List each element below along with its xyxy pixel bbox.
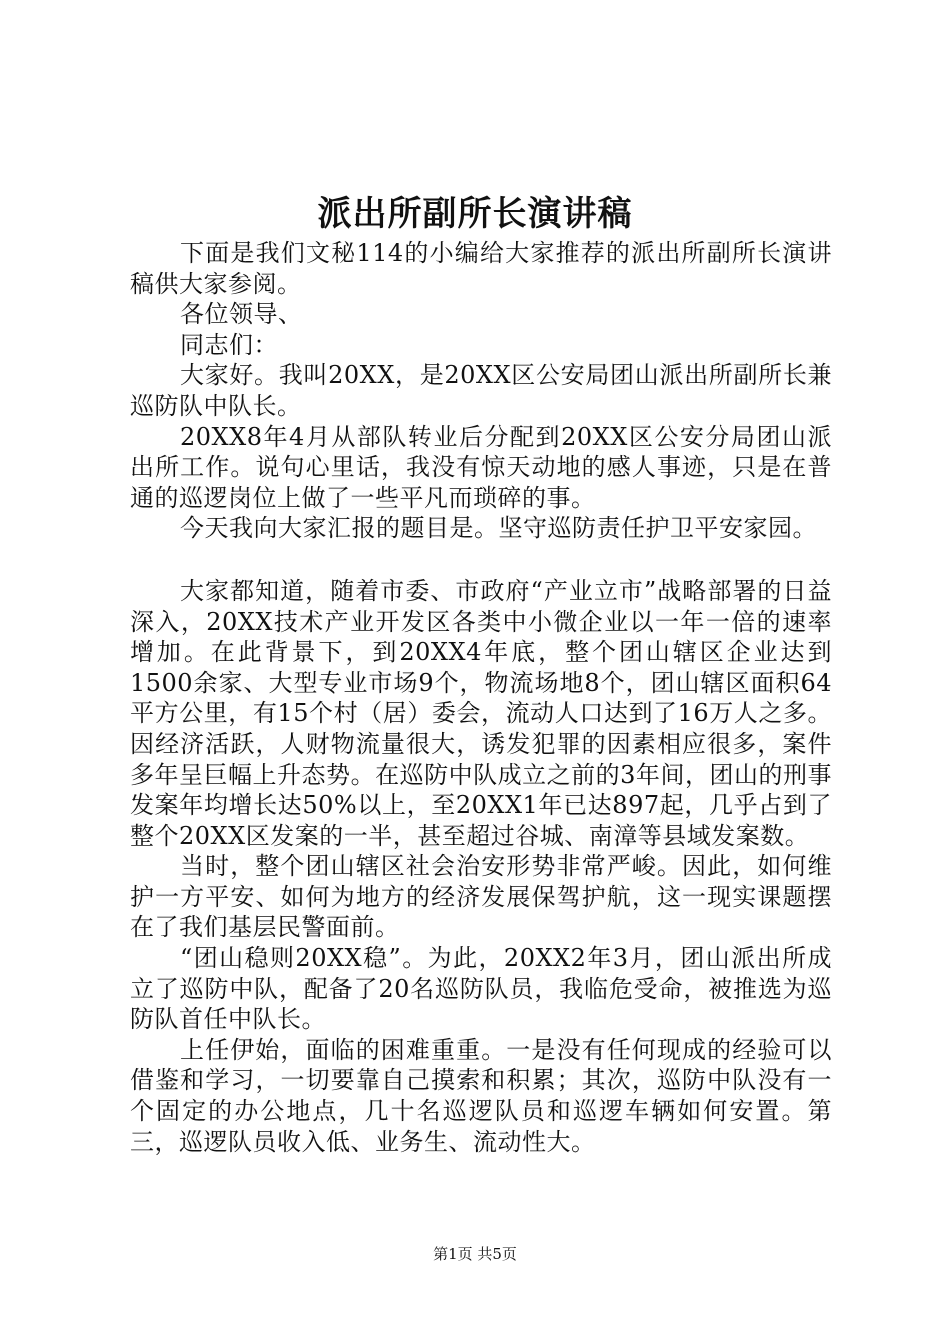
paragraph-salutation-comrades: 同志们： xyxy=(180,330,278,359)
paragraph-background: 20XX8年4月从部队转业后分配到20XX区公安分局团山派出所工作。说句心里话，我没有惊天动地的感人事迹，只是在普通的巡逻岗位上做了一些平凡而琐碎的事。 xyxy=(130,422,832,512)
paragraph-gap xyxy=(130,544,832,576)
paragraph-context: 大家都知道，随着市委、市政府“产业立市”战略部署的日益深入，20XX技术产业开发区各类中小微企业以一年一倍的速率增加。在此背景下，到20XX4年底，整个团山辖区企业达到1500余家、大型专业市场9个，物流场地8个，团山辖区面积64平方公里，有15个村（居）委会，流动人口达到了16万人之多。因经济活跃，人财物流量很大，诱发犯罪的因素相应很多，案件多年呈巨幅上升态势。在巡防中队成立之前的3年间，团山的刑事发案年均增长达50%以上，至20XX1年已达897起，几乎占到了整个20XX区发案的一半，甚至超过谷城、南漳等县域发案数。 xyxy=(130,576,832,850)
paragraph-self-introduction: 大家好。我叫20XX，是20XX区公安局团山派出所副所长兼巡防队中队长。 xyxy=(130,361,832,420)
paragraph-founding: “团山稳则20XX稳”。为此，20XX2年3月，团山派出所成立了巡防中队，配备了20名巡防队员，我临危受命，被推选为巡防队首任中队长。 xyxy=(130,944,832,1034)
paragraph-topic: 今天我向大家汇报的题目是。坚守巡防责任护卫平安家园。 xyxy=(180,514,817,543)
paragraph-intro: 下面是我们文秘114的小编给大家推荐的派出所副所长演讲稿供大家参阅。 xyxy=(130,239,832,298)
paragraph-salutation-leaders: 各位领导、 xyxy=(180,300,303,329)
paragraph-situation: 当时，整个团山辖区社会治安形势非常严峻。因此，如何维护一方平安、如何为地方的经济发展保驾护航，这一现实课题摆在了我们基层民警面前。 xyxy=(130,852,832,942)
page-footer: 第1页 共5页 xyxy=(433,1245,517,1263)
paragraph-difficulties: 上任伊始，面临的困难重重。一是没有任何现成的经验可以借鉴和学习，一切要靠自己摸索和积累；其次，巡防中队没有一个固定的办公地点，几十名巡逻队员和巡逻车辆如何安置。第三，巡逻队员收入低、业务生、流动性大。 xyxy=(130,1035,832,1156)
document-body xyxy=(130,238,832,1157)
document-title: 派出所副所长演讲稿 xyxy=(317,194,633,234)
